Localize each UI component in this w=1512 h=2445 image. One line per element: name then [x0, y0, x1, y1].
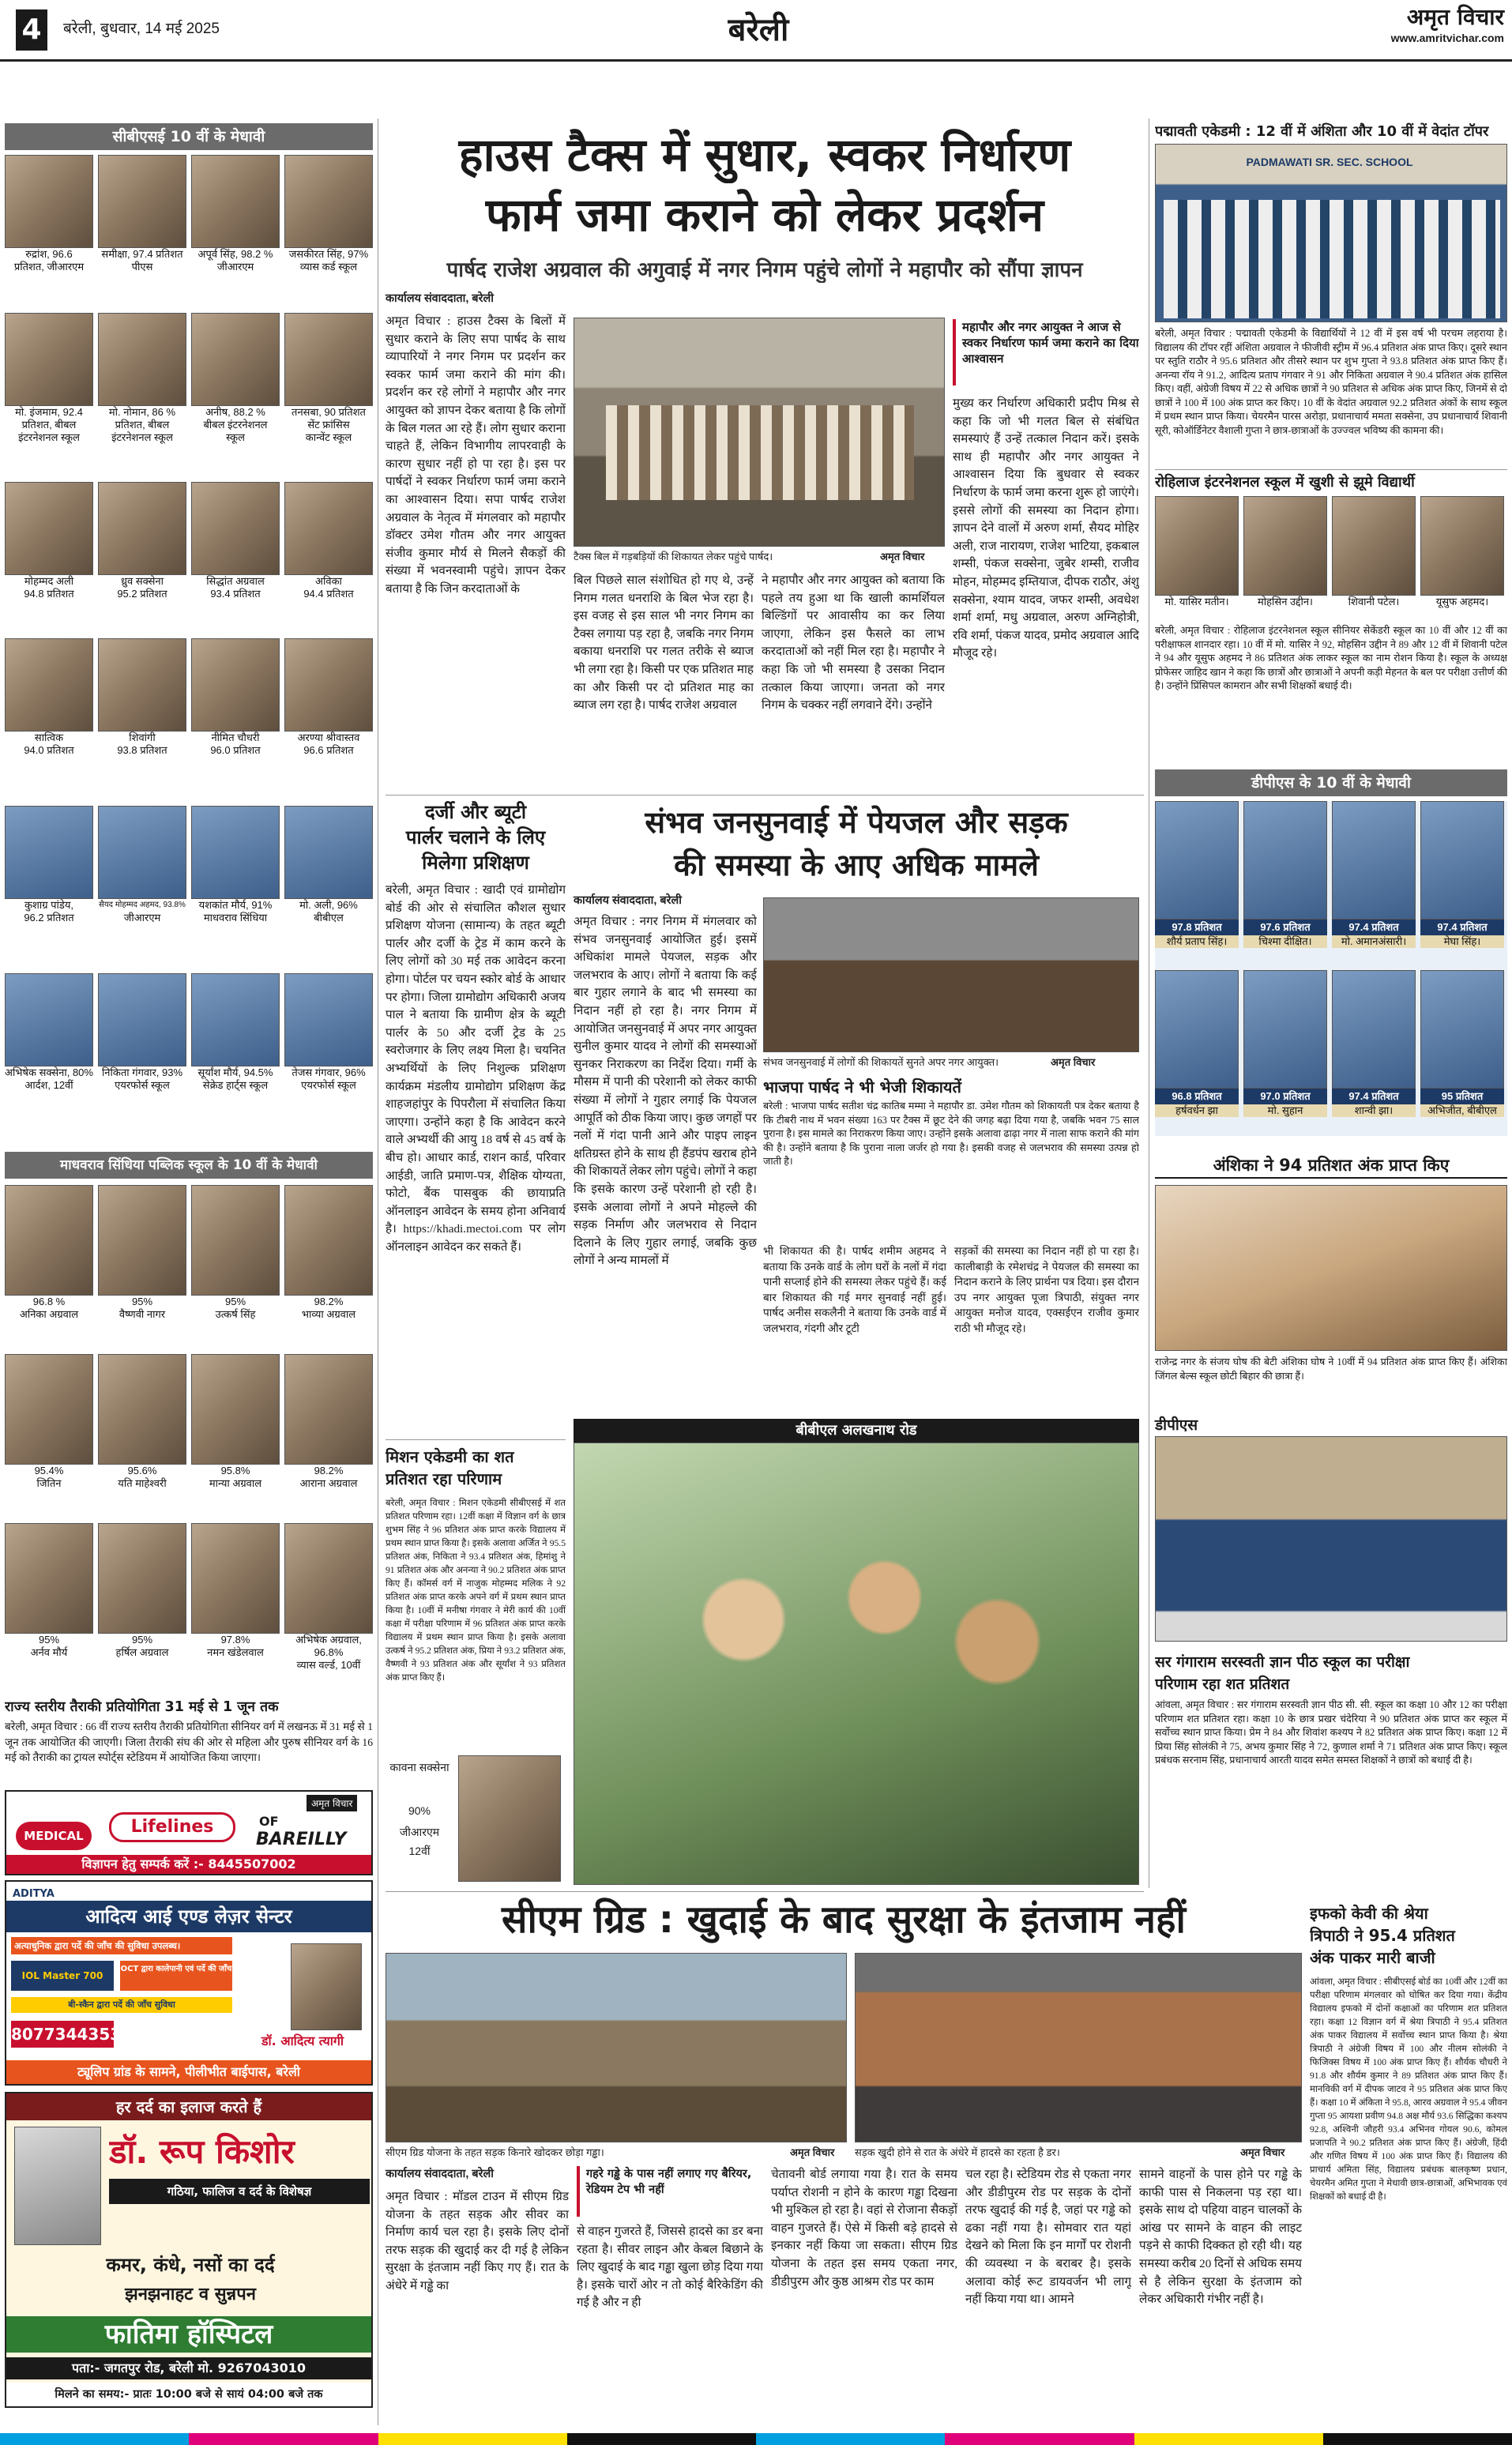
aditya-eye-ad[interactable] [5, 1880, 373, 2086]
student-card [1332, 801, 1416, 948]
mps-toppers-title: माधवराव सिंधिया पब्लिक स्कूल के 10 वीं के मेधावी [5, 1152, 373, 1179]
student-photo [5, 1354, 93, 1465]
lifelines-city: BAREILLY [256, 1830, 347, 1849]
student-card: सिद्धांत अग्रवाल 93.4 प्रतिशत [191, 482, 280, 600]
student-photo [191, 1185, 280, 1296]
beauty-headline-3: मिलेगा प्रशिक्षण [422, 852, 529, 874]
student-photo [284, 313, 373, 406]
lead-headline-1: हाउस टैक्स में सुधार, स्वकर निर्धारण [458, 128, 1071, 182]
cbse-grid [5, 155, 373, 803]
mission-headline-1: मिशन एकेडमी का शत [386, 1447, 514, 1466]
student-photo [1243, 496, 1327, 596]
hearing-col3: सड़कों की समस्या का निदान नहीं हो पा रहा है। कालीबाड़ी के रमेशचंद्र ने पेयजल की समस्या का निदान कराने के लिए प्रार्थना पत्र दिया। इस दौरान उप नगर आयुक्त पूजा त्रिपाठी, संयुक्त नगर आयुक्त मनोज यादव, एक्सईएन राजीव कुमार राठी भी मौजूद रहे। [954, 1245, 1139, 1334]
kavya-school: जीआरएम [399, 1826, 440, 1838]
iffco-text: आंवला, अमृत विचार : सीबीएसई बोर्ड का 10वीं और 12वीं का परीक्षा परिणाम मंगलवार को घोषित कर दिया गया। केंद्रीय विद्यालय इफको में दोनों कक्षाओं का परिणाम शत प्रतिशत रहा। कक्षा 12 विज्ञान वर्ग में श्रेया त्रिपाठी ने 95.4 प्रतिशत अंक पाकर विद्यालय में सर्वोच्च स्थान प्राप्त किया है। श्रेया त्रिपाठी ने अंग्रेजी विषय में 100 और नीलम सोलंकी ने फिजिक्स विषय में 100 अंक प्राप्त किए हैं। शौर्यक चौधरी ने 91.8 और शौर्यम कुमार ने 89 प्रतिशत अंक प्राप्त किए हैं। मानविकी वर्ग में दीपक जाटव ने 95 प्रतिशत अंक प्राप्त किए हैं। कक्षा 10 में अंकिता ने 95.8, आरव अग्रवाल ने 95.4 जीवन गुप्ता 95 आयशा प्रवीण 94.8 अक्ष मौर्य 93.6 सिद्धिका कश्यप 92.8, अश्विनी जौहरी 93.4 अभिनव गोयल 90.6, कोमल प्रजापति ने 90.2 प्रतिशत अंक प्राप्त किए हैं। अंग्रेजी, हिंदी और गणित विषय में 100 अंक प्राप्त किए हैं। विद्यालय की प्राचार्य अमिता सिंह, विद्यालय प्रबंधक बालकृष्ण प्रधान, चेयरमैन अमित गुप्ता ने मेधावी छात्र-छात्राओं, अभिभावक एवं शिक्षकों को बधाई दी है। [1310, 1977, 1507, 2202]
padmavati-banner: PADMAWATI SR. SEC. SCHOOL [1246, 156, 1413, 168]
student-name: अनिका अग्रवाल [19, 1308, 79, 1320]
student-photo [98, 1523, 186, 1634]
student-photo [5, 1185, 93, 1296]
padmavati-text: बरेली, अमृत विचार : पद्मावती एकेडमी के विद्यार्थियों ने 12 वीं में इस वर्ष भी परचम लहराया है। विद्यालय की टॉपर रहीं अंशिता अग्रवाल ने फीजीवी स्ट्रीम में 96.4 प्रतिशत अंक प्राप्त किए। दूसरे स्थान पर स्तुति राठौर ने 95.6 प्रतिशत और तीसरे स्थान पर शुभ गुप्ता ने 93.8 प्रतिशत अंक प्राप्त किए हैं। अनन्या रॉय ने 91.2, आदित्य प्रताप गंगवार ने 91 और निकिता अग्रवाल ने 90.4 प्रतिशत अंक हासिल किए। वहीं, अंग्रेजी विषय में 22 से अधिक छात्रों ने 90 प्रतिशत से अधिक अंक प्राप्त किए, जिनमें से दो छात्रों ने 100 में 100 अंक प्राप्त कर किए। 10 वीं के वेदांत अग्रवाल 92.2 प्रतिशत अंकों के साथ स्कूल में प्रथम स्थान प्राप्त किया। चेयरमैन पारस अरोड़ा, प्रधानाचार्य ममता सक्सेना, उप प्रधानाचार्य शिवानी सूरी, कोऑर्डिनेटर वैशाली गुप्ता ने छात्र-छात्राओं के उज्ज्वल भविष्य की कामना की। [1155, 328, 1507, 436]
student-photo [98, 482, 186, 575]
student-percent: 97.8 प्रतिशत [1155, 920, 1239, 935]
student-card [98, 1354, 186, 1490]
student-card: सूर्यांश मौर्य, 94.5% सेक्रेड हार्ट्स स्कूल [191, 973, 280, 1092]
cm-caption-2: सड़क खुदी होने से रात के अंधेरे में हादसे का रहता है डर। [855, 2146, 1060, 2158]
cm-grid-headline: सीएम ग्रिड : खुदाई के बाद सुरक्षा के इंतजाम नहीं [502, 1898, 1186, 1942]
lead-photo-credit: अमृत विचार [880, 551, 925, 562]
student-photo [98, 1354, 186, 1465]
student-percent: 97.0 प्रतिशत [1243, 1089, 1327, 1104]
roop-address: पता:- जगतपुर रोड, बरेली मो. 9267043010 [6, 2357, 371, 2379]
student-card: तेजस गंगवार, 96% एयरफोर्स स्कूल [284, 973, 373, 1092]
dps-grid [1155, 801, 1507, 1136]
kavya-pct: 90% [408, 1804, 431, 1817]
cm-photo-1 [386, 1953, 847, 2142]
student-card [1332, 496, 1416, 608]
roop-pains1: कमर, कंधे, नसों का दर्द [106, 2254, 275, 2276]
anshika-text: राजेन्द्र नगर के संजय घोष की बेटी अंशिका घोष ने 10वीं में 94 प्रतिशत अंक प्राप्त किए हैं। अंशिका जिंगल बेल्स स्कूल छोटी बिहार की छात्रा हैं। [1155, 1356, 1507, 1382]
kavya-name: कावना सक्सेना [389, 1761, 449, 1774]
mid-rule [386, 1891, 1144, 1892]
student-card [1332, 970, 1416, 1117]
student-photo [191, 482, 280, 575]
student-card: निकिता गंगवार, 93% एयरफोर्स स्कूल [98, 973, 186, 1092]
student-name: मो. यासिर मतीन। [1164, 596, 1229, 607]
student-percent: 98.2% [314, 1296, 344, 1307]
aditya-tagline: अत्याधुनिक द्वारा पर्दे की जाँच की सुविधा उपलब्ध। [11, 1937, 232, 1954]
right-rule [1155, 469, 1507, 470]
student-card [1243, 970, 1327, 1117]
student-name: वैष्णवी नागर [118, 1308, 166, 1320]
aditya-brand: ADITYA [13, 1888, 55, 1900]
student-name: अर्नव मौर्य [30, 1646, 68, 1658]
student-photo [1155, 970, 1239, 1089]
student-percent: 97.4 प्रतिशत [1420, 920, 1504, 935]
roop-hospital: फातिमा हॉस्पिटल [6, 2316, 371, 2353]
section-name: बरेली [728, 12, 789, 48]
swimming-headline: राज्य स्तरीय तैराकी प्रतियोगिता 31 मई से 1 जून तक [5, 1699, 279, 1715]
iffco-headline-2: त्रिपाठी ने 95.4 प्रतिशत [1310, 1926, 1455, 1945]
mission-headline-2: प्रतिशत रहा परिणाम [386, 1469, 502, 1488]
dateline: बरेली, बुधवार, 14 मई 2025 [63, 21, 220, 37]
student-photo [284, 638, 373, 732]
student-card: नीमित चौधरी 96.0 प्रतिशत [191, 638, 280, 757]
anshika-photo [1155, 1185, 1507, 1351]
student-percent: 95% [38, 1634, 60, 1646]
cbse-toppers-title: सीबीएसई 10 वीं के मेधावी [5, 123, 373, 150]
student-name: मो. अमानअंसारी। [1332, 935, 1416, 948]
student-photo [1243, 801, 1327, 920]
student-card [98, 1185, 186, 1321]
cm-byline: कार्यालय संवाददाता, बरेली [386, 2168, 494, 2180]
student-card [191, 1185, 280, 1321]
mps-grid [5, 1185, 373, 1691]
student-photo [98, 313, 186, 406]
student-name: शान्वी झा। [1332, 1104, 1416, 1117]
hearing-col2: भी शिकायत की है। पार्षद शमीम अहमद ने बताया कि उनके वार्ड के लोग घरों के नलों में गंदा पानी सप्लाई होने की समस्या लेकर पहुंचे हैं। कई बार शिकायत की गई मगर सुनवाई नहीं हुई। पार्षद अनीस सकलैनी ने बताया कि उनके वार्ड में जलभराव, गंदगी और टूटी [763, 1245, 946, 1334]
roop-pains2: झनझनाहट व सुन्नपन [125, 2285, 256, 2304]
student-card: अरण्या श्रीवास्तव 96.6 प्रतिशत [284, 638, 373, 757]
student-card: मो. नोमान, 86 % प्रतिशत, बीबल इंटरनेशनल स्कूल [98, 313, 186, 444]
student-percent: 95.6% [127, 1465, 157, 1476]
student-photo [5, 638, 93, 732]
crowd-figures [606, 405, 914, 500]
bscan-info: बी-स्कैन द्वारा पर्दे की जाँच सुविधा [11, 1997, 232, 2013]
student-photo [98, 1185, 186, 1296]
aditya-footer: ट्यूलिप ग्रांड के सामने, पीलीभीत बाईपास, बरेली [6, 2060, 371, 2084]
rohilaj-grid [1155, 496, 1507, 618]
student-photo [5, 155, 93, 248]
student-photo [284, 1523, 373, 1634]
lead-pullquote: महापौर और नगर आयुक्त ने आज से स्वकर निर्धारण फार्म जमा कराने का दिया आश्वासन [953, 319, 1139, 386]
roop-top: हर दर्द का इलाज करते हैं [6, 2093, 371, 2120]
student-photo [191, 973, 280, 1066]
student-percent: 96.8 % [32, 1296, 66, 1307]
student-photo [191, 638, 280, 732]
beauty-rule [386, 1439, 566, 1440]
student-photo [1155, 801, 1239, 920]
student-card [5, 1523, 93, 1659]
student-card: मो. इंजमाम, 92.4 प्रतिशत, बीबल इंटरनेशनल स्कूल [5, 313, 93, 444]
kavya-class: 12वीं [408, 1845, 431, 1857]
cm-caption-2-credit: अमृत विचार [1240, 2146, 1285, 2158]
roop-photo [14, 2127, 101, 2245]
roop-timing: मिलने का समय:- प्रातः 10:00 बजे से सायं 04:00 बजे तक [6, 2383, 371, 2406]
student-name: भाव्या अग्रवाल [301, 1308, 356, 1320]
student-name: उत्कर्ष सिंह [215, 1308, 256, 1320]
student-photo [284, 806, 373, 899]
student-percent: 95.4% [34, 1465, 64, 1476]
student-card: रुद्रांश, 96.6 प्रतिशत, जीआरएम [5, 155, 93, 273]
student-card [191, 1523, 280, 1659]
student-photo [191, 313, 280, 406]
rohilaj-headline: रोहिलाज इंटरनेशनल स्कूल में खुशी से झूमे विद्यार्थी [1155, 474, 1415, 491]
page-number: 4 [16, 9, 47, 51]
doctor-photo [291, 1943, 362, 2030]
cm-col4: चल रहा है। स्टेडियम रोड से एकता नगर और डीडीपुरम रोड पर सड़क के दोनों तरफ खुदाई की गई है, जहां पर गड्ढे को ढका नहीं गया है। सोमवार रात यहां देखने को मिला कि इन मार्गों पर रोशनी की व्यवस्था न के बराबर है। इसके अलावा कोई रूट डायवर्जन भी लागू नहीं किया गया था। आमने [965, 2168, 1131, 2307]
student-name: अभिजीत, बीबीएल [1420, 1104, 1504, 1117]
hearing-box-text: बरेली : भाजपा पार्षद सतीश चंद्र कातिब मम्मा ने महापौर डा. उमेश गौतम को शिकायती पत्र देकर बताया है कि टीबरी नाथ में भवन संख्या 163 पर टैक्स में छूट देने की जगह बढ़ा दिया गया है, जबकि भवन 75 साल पुराना है। इस मामले का निराकरण किया जाए। उन्होंने इसके अलावा ढाढ़ा नगर में नाला साफ कराने की मांग की है। उन्होंने बताया है कि पुराना नाला जर्जर हो गया है। इसकी वजह से जलभराव की समस्या उत्पन्न हो जाती है। [763, 1100, 1139, 1167]
student-name: मोहसिन उद्दीन। [1258, 596, 1313, 607]
lead-col2a: बिल पिछले साल संशोधित हो गए थे, उन्हें निगम गलत धनराशि के बिल भेज रहा है। इस वजह से इस साल भी नगर निगम का टैक्स लगाया पड़ रहा है, जबकि नगर निगम बकाया धनराशि पर गलत तरीके से ब्याज भी लगा रहा है। किसी पर एक प्रतिशत माह का और किसी पर दो प्रतिशत माह का ब्याज लग रहा है। पार्षद राजेश अग्रवाल [574, 574, 754, 713]
student-name: मान्या अग्रवाल [209, 1477, 262, 1489]
student-photo [5, 806, 93, 899]
saraswati-headline-2: परिणाम रहा शत प्रतिशत [1155, 1676, 1290, 1693]
iffco-headline-1: इफको केवी की श्रेया [1310, 1904, 1428, 1923]
student-photo [98, 973, 186, 1066]
student-card [1243, 496, 1327, 608]
student-card: अनीष, 88.2 % बीबल इंटरनेशनल स्कूल [191, 313, 280, 444]
oct-info: OCT द्वारा कालेपानी एवं पर्दे की जाँच [120, 1961, 232, 1991]
student-percent: 95% [131, 1296, 153, 1307]
student-caption: रुद्रांश, 96.6 [25, 248, 73, 260]
lead-headline-2: फार्म जमा कराने को लेकर प्रदर्शन [485, 188, 1044, 242]
student-percent: 97.8% [220, 1634, 250, 1646]
student-card [5, 1185, 93, 1321]
student-card [98, 1523, 186, 1659]
lead-col2b: ने महापौर और नगर आयुक्त को बताया कि पहले तय हुआ था कि खाली कामर्शियल बिल्डिंगों पर आवासीय का कर लिया जाएगा, लेकिन इस फैसले का लाभ करदाताओं को नहीं मिल रहा है। महापौर ने कहा कि जो भी समस्या है उसका निदान तत्काल किया जाएगा। जनता को नगर निगम के चक्कर नहीं लगवाने देंगे। उन्होंने [762, 574, 945, 713]
student-card: शिवांगी 93.8 प्रतिशत [98, 638, 186, 757]
anshika-headline: अंशिका ने 94 प्रतिशत अंक प्राप्त किए [1155, 1152, 1507, 1179]
student-card: यशकांत मौर्य, 91% माधवराव सिंधिया [191, 806, 280, 924]
student-card [284, 1523, 373, 1672]
student-name: चिश्मा दीक्षित। [1243, 935, 1327, 948]
aditya-phone[interactable]: 8077344353 [11, 2021, 114, 2048]
hearing-photo-credit: अमृत विचार [1051, 1056, 1096, 1068]
beauty-text: बरेली, अमृत विचार : खादी एवं ग्रामोद्योग बोर्ड की ओर से संचालित कौशल सुधार प्रशिक्षण योजना (सामान्य) के तहत ब्यूटी पार्लर और दर्जी के ट्रेड में काम करने के लिए लोगों को 30 मई तक आवेदन करना होगा। पोर्टल पर चयन स्कोर बोर्ड के आधार पर होगा। जिला ग्रामोद्योग अधिकारी अजय पाल ने बताया कि ग्रामीण क्षेत्र के ब्यूटी पार्लर के 50 और दर्जी ट्रेड के 25 स्वरोजगार के लिए लक्ष्य मिला है। चयनित अभ्यर्थियों के लिए निशुल्क प्रशिक्षण कार्यक्रम मंडलीय ग्रामोद्योग प्रशिक्षण केंद्र शाहजहांपुर के पिपरौला में संचालित किया जाएगा। उन्होंने कहा है कि आवेदन करने वाले अभ्यर्थी की आयु 18 वर्ष से 45 वर्ष के बीच हो। आधार कार्ड, राशन कार्ड, परिवार आईडी, जाति प्रमाण-पत्र, शैक्षिक योग्यता, फोटो, बैंक पासबुक की छायाप्रति ऑनलाइन आवेदन के समय होना अनिवार्य है। https://khadi.mectoi.com पर लोग ऑनलाइन आवेदन कर सकते हैं। [386, 883, 566, 1254]
student-card [1420, 801, 1504, 948]
hearing-byline: कार्यालय संवाददाता, बरेली [574, 894, 682, 907]
lead-bottom-rule [386, 795, 1144, 796]
student-photo [1420, 970, 1504, 1089]
bbl-label: बीबीएल अलखनाथ रोड [574, 1419, 1139, 1443]
student-card [5, 1354, 93, 1490]
student-photo [5, 313, 93, 406]
student-photo [5, 482, 93, 575]
dps-title: डीपीएस के 10 वीं के मेधावी [1155, 769, 1507, 796]
student-percent: 95 प्रतिशत [1420, 1089, 1504, 1104]
cm-caption-1-credit: अमृत विचार [790, 2146, 835, 2158]
lead-photo [574, 318, 945, 547]
iol-master: IOL Master 700 [11, 1961, 114, 1991]
mission-text: बरेली, अमृत विचार : मिशन एकेडमी सीबीएसई में शत प्रतिशत परिणाम रहा। 12वीं कक्षा में विज्ञान वर्ग के छात्र शुभम सिंह ने 96 प्रतिशत अंक प्राप्त करके विद्यालय में प्रथम स्थान प्राप्त किया है। इसके अलावा अर्जित ने 95.5 प्रतिशत अंक, निकिता ने 93.4 प्रतिशत अंक, हिमांशु ने 91 प्रतिशत अंक और अनन्या ने 90.2 प्रतिशत अंक प्राप्त किए हैं। कॉमर्स वर्ग में नाजुक मोहम्मद मलिक ने 92 प्रतिशत अंक प्राप्त करके अपने वर्ग में प्रथम स्थान प्राप्त किया है। 10वीं में मनीषा गंगवार ने मेरी कार्य की 10वीं कक्षा में परीक्षा परिणाम में 96 प्रतिशत अंक प्राप्त करके विद्यालय में प्रथम स्थान प्राप्त किया है। इसके अलावा उत्कर्ष ने 95.2 प्रतिशत अंक, प्रिया ने 93.2 प्रतिशत अंक, वैष्णवी ने 93 प्रतिशत अंक और सूर्यांश ने 93 प्रतिशत अंक प्राप्त किए हैं। [386, 1498, 566, 1683]
roop-specialty: गठिया, फालिज व दर्द के विशेषज्ञ [109, 2179, 370, 2204]
student-card [191, 1354, 280, 1490]
student-name: हर्षवर्धन झा [1155, 1104, 1239, 1117]
hearing-photo-caption: संभव जनसुनवाई में लोगों की शिकायतें सुनते अपर नगर आयुक्त। [763, 1056, 999, 1068]
swimming-text: बरेली, अमृत विचार : 66 वीं राज्य स्तरीय तैराकी प्रतियोगिता सीनियर वर्ग में लखनऊ में 31 मई से 1 जून तक आयोजित की जाएगी। जिला तैराकी संघ की ओर से महिला और पुरुष सीनियर वर्ग के 16 मई को तैराकी का ट्रायल स्पोर्ट्स स्टेडियम में आयोजित किया जाएगा। [5, 1721, 373, 1763]
student-card: सात्विक 94.0 प्रतिशत [5, 638, 93, 757]
cm-col5: सामने वाहनों के पास होने पर गड्ढे के काफी पास से निकलना पड़ रहा था। इसके साथ दो पहिया वाहन चालकों के आंख पर सामने के वाहन की लाइट पड़ने से काफी दिक्कत हो रही थी। यह समस्या करीब 20 दिनों से अधिक समय से है लेकिन सुरक्षा के इंतजाम को लेकर अधिकारी गंभीर नहीं है। [1139, 2168, 1302, 2307]
hearing-photo [763, 897, 1139, 1052]
cm-col2: से वाहन गुजरते हैं, जिससे हादसे का डर बना रहता है। सीवर लाइन और केबल बिछाने के लिए खुदाई के बाद गड्ढा खुला छोड़ दिया गया है। इसके चारों ओर न तो कोई बैरिकेडिंग की गई है और न ही [577, 2225, 763, 2310]
medical-badge: MEDICAL [16, 1822, 92, 1850]
bbl-photo [574, 1443, 1139, 1885]
lead-photo-caption: टैक्स बिल में गड़बड़ियों की शिकायत लेकर पहुंचे पार्षद। [574, 551, 773, 562]
student-percent: 96.8 प्रतिशत [1155, 1089, 1239, 1104]
dps2-label: डीपीएस [1155, 1416, 1198, 1434]
ad-tag: अमृत विचार [307, 1795, 357, 1811]
student-name: हर्षिल अग्रवाल [115, 1646, 169, 1658]
page-header [0, 0, 1512, 62]
student-card [284, 1354, 373, 1490]
saraswati-headline-1: सर गंगाराम सरस्वती ज्ञान पीठ स्कूल का परीक्षा [1155, 1653, 1410, 1671]
student-card: समीक्षा, 97.4 प्रतिशत पीएस [98, 155, 186, 273]
student-card: अभिषेक सक्सेना, 80% आर्दश, 12वीं [5, 973, 93, 1092]
kavya-card [386, 1752, 566, 1886]
aditya-title: आदित्य आई एण्ड लेज़र सेन्टर [6, 1901, 371, 1932]
student-card: कुशाग्र पांडेय, 96.2 प्रतिशत [5, 806, 93, 924]
student-photo [1332, 801, 1416, 920]
cm-caption-1: सीएम ग्रिड योजना के तहत सड़क किनारे खोदकर छोड़ा गड्ढा। [386, 2146, 604, 2158]
hearing-box-title: भाजपा पार्षद ने भी भेजी शिकायतें [763, 1078, 961, 1096]
padmavati-headline: पद्मावती एकेडमी : 12 वीं में अंशिता और 10 वीं में वेदांत टॉपर [1155, 123, 1489, 140]
student-percent: 95% [131, 1634, 153, 1646]
student-card [1155, 801, 1239, 948]
student-photo [1332, 970, 1416, 1089]
beauty-headline-2: पार्लर चलाने के लिए [405, 826, 546, 848]
student-card: जसकीरत सिंह, 97% व्यास कर्ड स्कूल [284, 155, 373, 273]
student-name: शिवानी पटेल। [1348, 596, 1400, 607]
lead-byline: कार्यालय संवाददाता, बरेली [386, 292, 494, 305]
student-photo [191, 1523, 280, 1634]
student-card: अविका 94.4 प्रतिशत [284, 482, 373, 600]
student-photo [284, 1185, 373, 1296]
student-photo [98, 638, 186, 732]
student-name: मेघा सिंह। [1420, 935, 1504, 948]
registration-bar [0, 2433, 1512, 2445]
brand-logo [1296, 3, 1512, 57]
student-card: मो. अली, 96% बीबीएल [284, 806, 373, 924]
student-percent: 98.2% [314, 1465, 344, 1476]
cm-col1: अमृत विचार : मॉडल टाउन में सीएम ग्रिड योजना के तहत सड़क और सीवर का निर्माण कार्य चल रहा है। इसके लिए दोनों तरफ सड़क की खुदाई कर दी गई है लेकिन सुरक्षा के इंतजाम नहीं किए गए हैं। रात के अंधेरे में गड्ढे का [386, 2190, 569, 2293]
student-photo [284, 155, 373, 248]
brand-name: अमृत विचार [1406, 4, 1504, 30]
student-card: तनसबा, 90 प्रतिशत सेंट फ्रांसिस कान्वेंट स्कूल [284, 313, 373, 444]
hearing-headline-2: की समस्या के आए अधिक मामले [674, 848, 1039, 882]
hearing-col1: अमृत विचार : नगर निगम में मंगलवार को संभव जनसुनवाई आयोजित हुई। इसमें अधिकांश मामले पेयजल, सड़क और जलभराव के आए। लोगों ने बताया कि कई बार गुहार लगाने के बाद भी समस्या का निदान नहीं हो रहा है। नगर निगम में आयोजित जनसुनवाई में अपर नगर आयुक्त सुनील कुमार यादव ने लोगों की समस्याओं सुनकर निराकरण का निर्देश दिया। गर्मी के मौसम में पानी की परेशानी को लेकर काफी संख्या में लोगों ने गुहार लगाई कि पेयजल आपूर्ति को ठीक किया जाए। कुछ जगहों पर नलों में गंदा पानी आने और पाइप लाइन क्षतिग्रस्त होने के साथ ही हैंडपंप खराब होने की शिकायतें लेकर लोग पहुंचे। लोगों ने कहा कि इसके कारण उन्हें परेशानी हो रही है। इसके अलावा लोगों ने अपने मोहल्ले की सड़क निर्माण और जलभराव से निदान दिलाने के लिए गुहार लगाई, जबकि कुछ लोगों ने अन्य मामलों में [574, 915, 757, 1268]
hearing-headline-1: संभव जनसुनवाई में पेयजल और सड़क [645, 805, 1068, 840]
student-photo [1420, 801, 1504, 920]
student-photo [284, 1354, 373, 1465]
student-photo [1420, 496, 1504, 596]
student-photo [98, 806, 186, 899]
student-name: मो. सुहान [1243, 1104, 1327, 1117]
student-card [1420, 496, 1504, 608]
student-photo [191, 155, 280, 248]
student-photo [1243, 970, 1327, 1089]
lead-col3: मुख्य कर निर्धारण अधिकारी प्रदीप मिश्र से कहा कि जो भी गलत बिल से संबंधित समस्याएं हैं उन्हें तत्काल निदान करें। इसके साथ ही महापौर और नगर आयुक्त ने आश्वासन दिया कि बुधवार से स्वकर निर्धारण के फार्म जमा करना शुरू हो जाएंगे। इससे लोगों की समस्या का निदान होगा। ज्ञापन देने वालों में अरुण शर्मा, सैयद मोहिर अली, राज नारायण, राजेश भाटिया, इकबाल शम्सी, पंकज सक्सेना, जुबेर शम्सी, राजीव मोहन, मोहम्मद इम्तियाज, दीपक राठौर, अंशु सक्सेना, श्याम यादव, जफर शम्सी, अवधेश शर्मा शर्मा, मधु अग्रवाल, अरुण अग्निहोत्री, रवि शर्मा, पंकज यादव, प्रमोद अग्रवाल आदि मौजूद रहे। [953, 397, 1139, 660]
cbse-grid-lower [5, 806, 373, 1145]
cm-col3: चेतावनी बोर्ड लगाया गया है। रात के समय पर्याप्त रोशनी न होने के कारण गड्ढा दिखना भी मुश्किल हो रहा है। वहां से रोजाना सैकड़ों वाहन गुजरते हैं। ऐसे में किसी बड़े हादसे से इनकार नहीं किया जा सकता। सीएम ग्रिड योजना के तहत इस समय एकता नगर, डीडीपुरम और कुष्ठ आश्रम रोड पर काम [771, 2168, 957, 2289]
lifelines-of: OF [259, 1814, 279, 1829]
iffco-headline-3: अंक पाकर मारी बाजी [1310, 1948, 1435, 1967]
student-photo [1332, 496, 1416, 596]
lifelines-contact: विज्ञापन हेतु सम्पर्क करें :- 8445507002 [6, 1855, 371, 1874]
doctor-name: डॉ. आदित्य त्यागी [261, 2033, 344, 2048]
kavya-photo [458, 1755, 561, 1882]
student-photo [191, 1354, 280, 1465]
student-percent: 95% [224, 1296, 246, 1307]
student-name: यूसुफ अहमद। [1435, 596, 1489, 607]
student-card [1155, 496, 1239, 608]
cm-pullquote: गहरे गड्ढे के पास नहीं लगाए गए बैरियर, रेडियम टेप भी नहीं [577, 2166, 763, 2217]
student-percent: 97.4 प्रतिशत [1332, 920, 1416, 935]
beauty-headline-1: दर्जी और ब्यूटी [424, 801, 527, 823]
student-card: ध्रुव सक्सेना 95.2 प्रतिशत [98, 482, 186, 600]
student-percent: 97.4 प्रतिशत [1332, 1089, 1416, 1104]
lifelines-ad[interactable] [5, 1790, 373, 1875]
student-photo [191, 806, 280, 899]
student-name: आराना अग्रवाल [299, 1477, 358, 1489]
student-photo [5, 973, 93, 1066]
padmavati-photo [1155, 144, 1507, 322]
students-group [1164, 200, 1500, 318]
student-photo [1155, 496, 1239, 596]
rohilaj-text: बरेली, अमृत विचार : रोहिलाज इंटरनेशनल स्कूल सीनियर सेकेंडरी स्कूल का 10 वीं और 12 वीं का परीक्षाफल शानदार रहा। 10 वीं में मो. यासिर ने 92, मोहसिन उद्दीन ने 89 और 12 वीं में शिवानी पटेल ने 94 और यूसुफ अहमद ने 86 प्रतिशत अंक लाकर स्कूल का नाम रोशन किया है। स्कूल के अध्यक्ष प्रोफेसर जाहिद खान ने कहा कि छात्रों और छात्राओं ने अपनी कड़ी मेहनत के बल पर परीक्षा उत्तीर्ण की है। उन्होंने प्रिंसिपल कामरान और सभी शिक्षकों बधाई दी। [1155, 625, 1507, 691]
student-photo [98, 155, 186, 248]
lead-col1: अमृत विचार : हाउस टैक्स के बिलों में सुधार कराने के लिए सपा पार्षद के साथ व्यापारियों ने नगर निगम पर प्रदर्शन कर स्वकर फार्म जमा कराने की मांग की। प्रदर्शन कर रहे लोगों ने महापौर और नगर आयुक्त को ज्ञापन देकर बताया है कि लोगों के बिल गलत आ रहे हैं। लोग सुधार कराना चाहते हैं, लेकिन विभागीय लापरवाही के कारण सुधार नहीं हो पा रहा है। इस पर पार्षदों ने स्वकर निर्धारण फार्म जमा कराने का आश्वासन दिया। सपा पार्षद राजेश अग्रवाल के नेतृत्व में मंगलवार को महापौर डॉक्टर उमेश गौतम और नगर आयुक्त संजीव कुमार मौर्य से मिलने सैकड़ों की संख्या में भवनस्वामी पहुंचे। ज्ञापन देकर बताया है कि जिन करदाताओं के [386, 314, 566, 596]
dps2-photo [1155, 1436, 1507, 1642]
student-name: जितिन [36, 1477, 62, 1489]
student-card [1155, 970, 1239, 1117]
lead-subhead: पार्षद राजेश अग्रवाल की अगुवाई में नगर निगम पहुंचे लोगों ने महापौर को सौंपा ज्ञापन [446, 258, 1083, 282]
student-card: सैयद मोहम्मद अहमद, 93.8% जीआरएम [98, 806, 186, 924]
cm-photo-2 [855, 1953, 1302, 2142]
student-card [284, 1185, 373, 1321]
student-photo [284, 973, 373, 1066]
student-card [1243, 801, 1327, 948]
student-percent: 95.8% [220, 1465, 250, 1476]
student-card [1420, 970, 1504, 1117]
roop-doctor: डॉ. रूप किशोर [109, 2132, 295, 2171]
website: www.amritvichar.com [1390, 32, 1504, 44]
saraswati-text: आंवला, अमृत विचार : सर गंगाराम सरस्वती ज्ञान पीठ सी. सी. स्कूल का कक्षा 10 और 12 का परीक्षा परिणाम शत प्रतिशत रहा। कक्षा 10 के छात्र प्रखर चंदेरिया ने 90 प्रतिशत अंक प्राप्त कर स्कूल में सर्वोच्च स्थान प्राप्त किया। प्रेम ने 84 और शिवांश कश्यप ने 82 प्रतिशत अंक प्राप्त किए। कक्षा 12 में प्रिया सिंह सोलंकी ने 75, अभय कुमार सिंह ने 72, कुणाल शर्मा ने 71 प्रतिशत अंक प्राप्त किए। स्कूल प्रबंधक सरनाम सिंह, प्रधानाचार्य आरती यादव समेत समस्त शिक्षकों ने छात्रों को बधाई दी है। [1155, 1699, 1507, 1766]
student-percent: अभिषेक अग्रवाल, 96.8% [295, 1634, 362, 1658]
student-card: मोहम्मद अली 94.8 प्रतिशत [5, 482, 93, 600]
roop-kishore-ad[interactable] [5, 2092, 373, 2408]
student-photo [284, 482, 373, 575]
student-name: शौर्य प्रताप सिंह। [1155, 935, 1239, 948]
student-photo [5, 1523, 93, 1634]
student-name: यति माहेश्वरी [118, 1477, 167, 1489]
student-percent: 97.6 प्रतिशत [1243, 920, 1327, 935]
student-name: नमन खंडेलवाल [207, 1646, 264, 1658]
student-card: अपूर्व सिंह, 98.2 % जीआरएम [191, 155, 280, 273]
student-name: व्यास वर्ल्ड, 10वीं [296, 1659, 361, 1671]
lifelines-name: Lifelines [109, 1812, 235, 1842]
